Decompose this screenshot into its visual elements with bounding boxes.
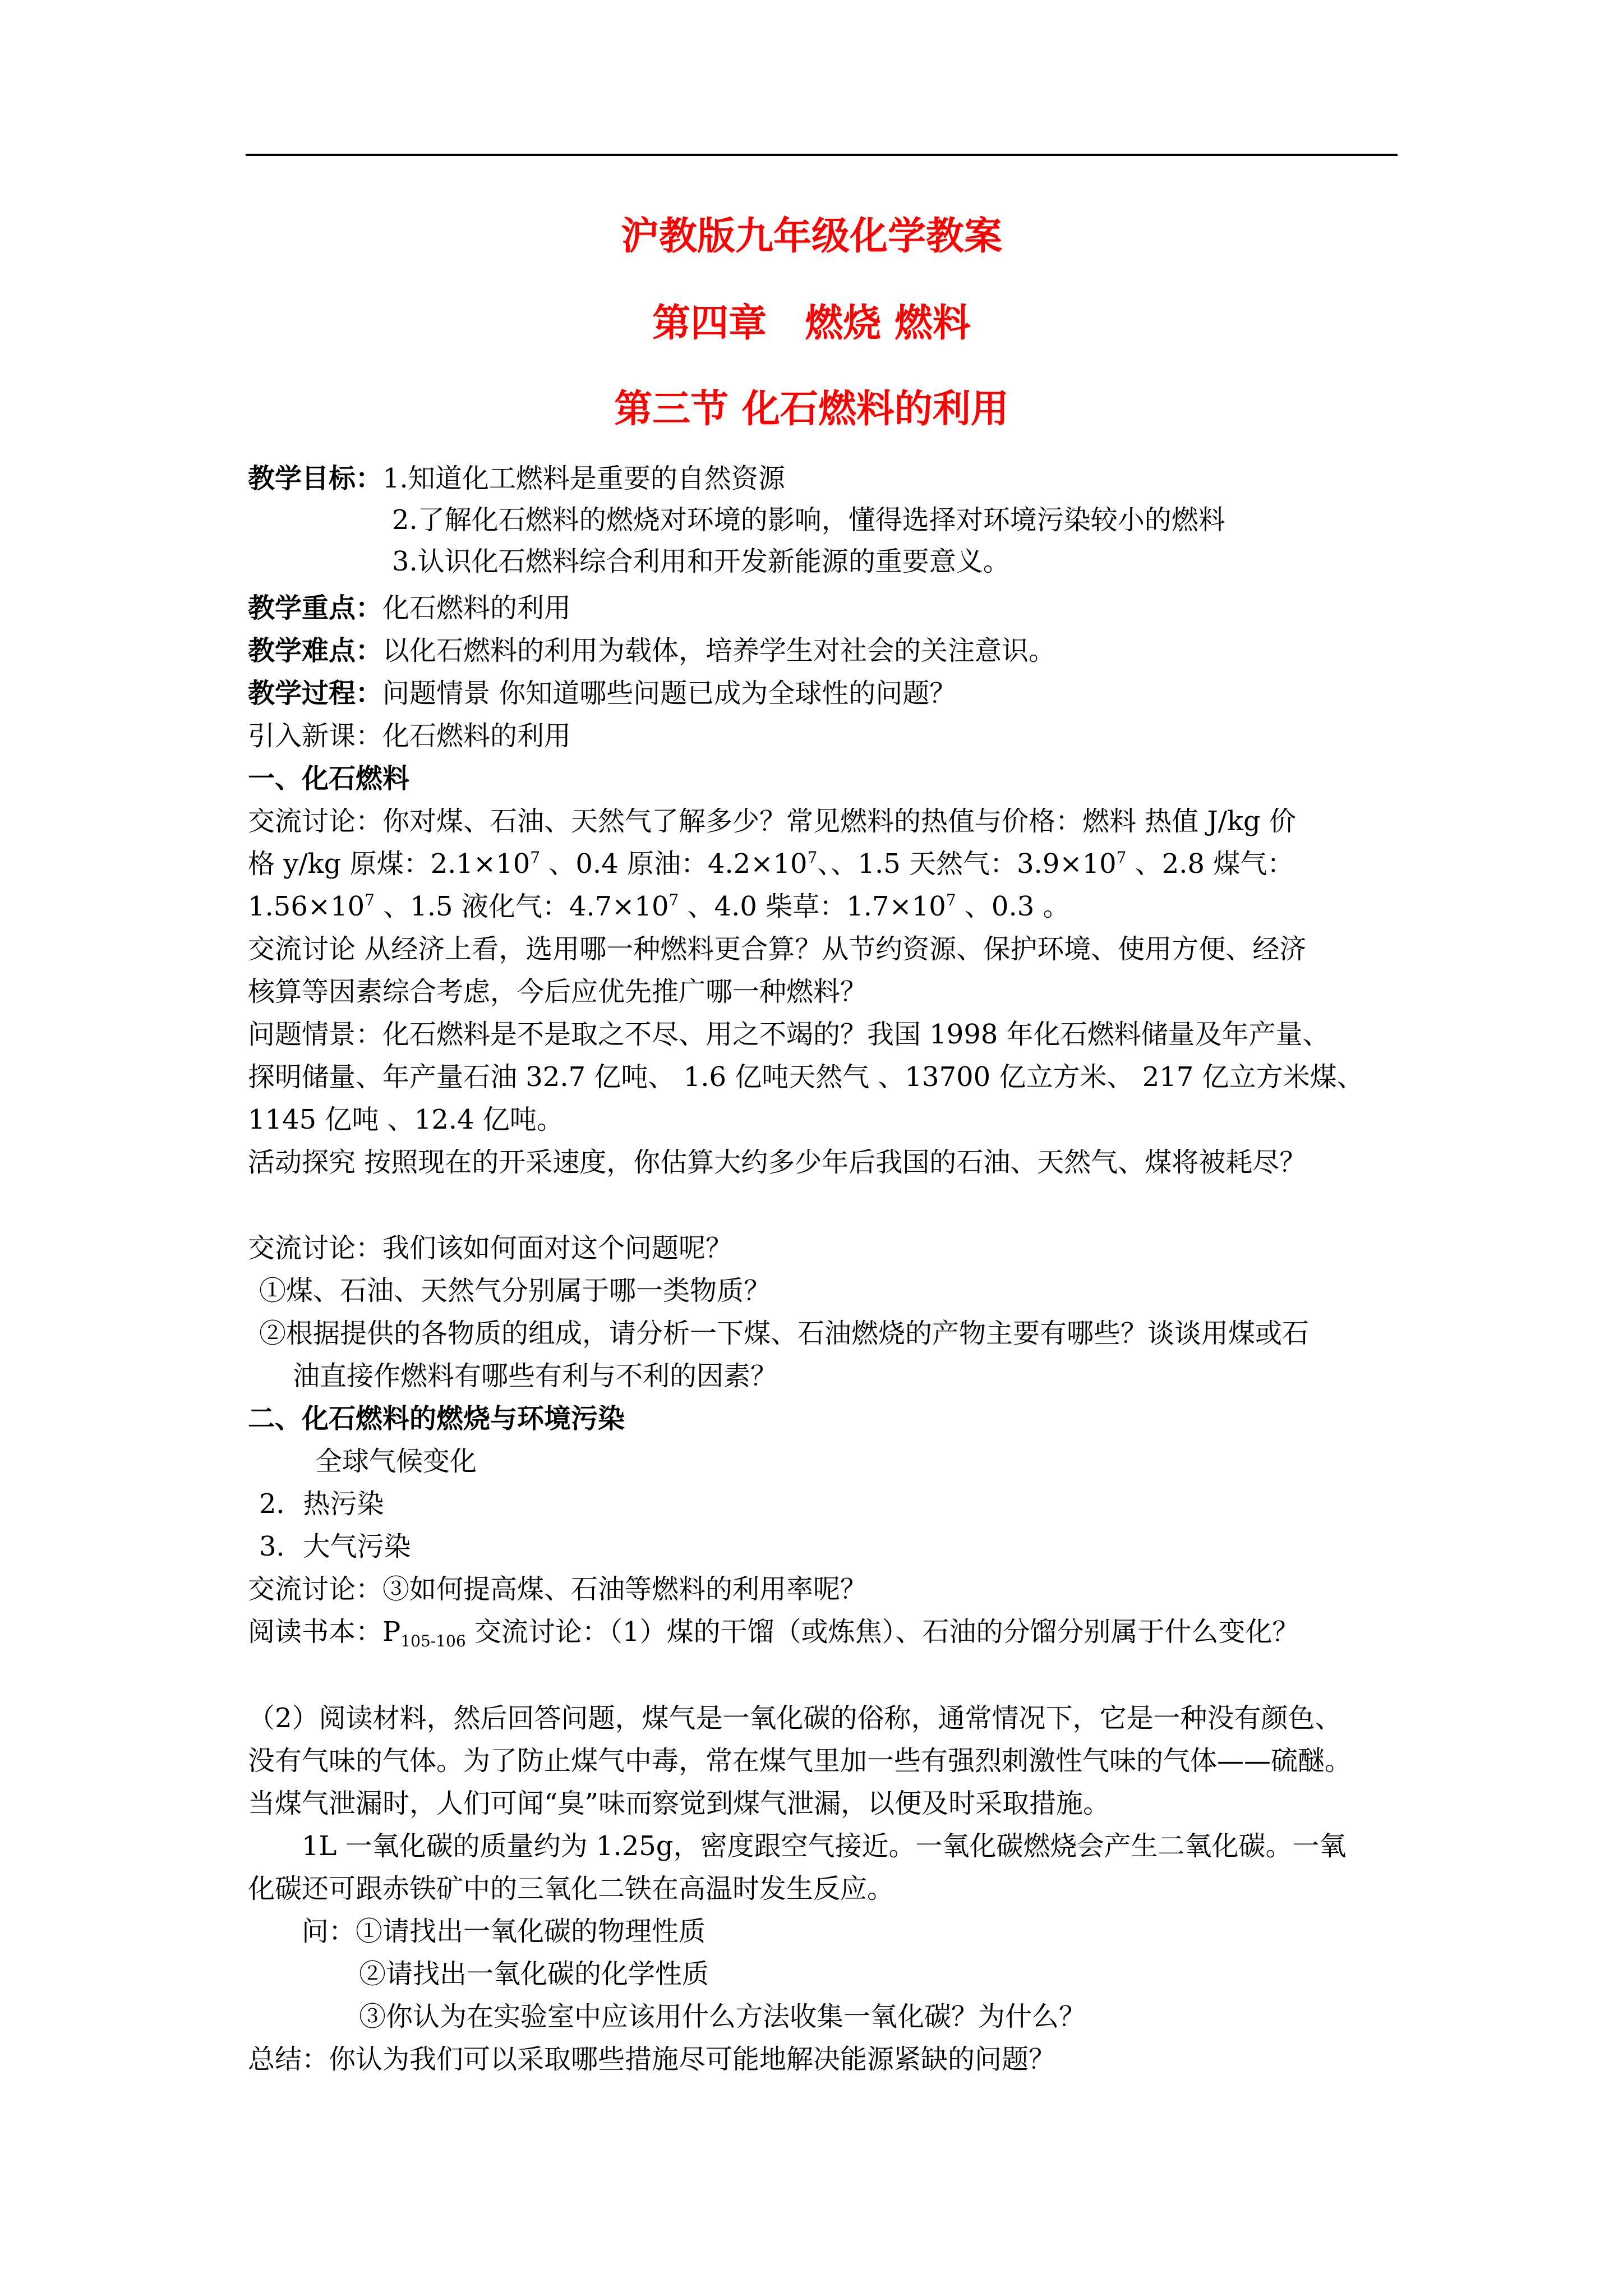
paragraph-line: 交流讨论：你对煤、石油、天然气了解多少？常见燃料的热值与价格：燃料 热值 J/kg 价 <box>248 806 1297 837</box>
list-item: 3．大气污染 <box>259 1531 411 1562</box>
difficulty-label: 教学难点： <box>248 635 383 666</box>
difficulty-line <box>248 634 1055 668</box>
paragraph-line: 活动探究 按照现在的开采速度，你估算大约多少年后我国的石油、天然气、煤将被耗尽？ <box>248 1147 1307 1178</box>
paragraph-line: 交流讨论：③如何提高煤、石油等燃料的利用率呢？ <box>248 1573 868 1605</box>
objective-item: 1.知道化工燃料是重要的自然资源 <box>382 463 785 494</box>
objectives-line-1 <box>248 462 785 495</box>
part1-heading: 一、化石燃料 <box>248 763 410 794</box>
section-title: 第三节 化石燃料的利用 <box>614 387 1009 431</box>
question-line: ②请找出一氧化碳的化学性质 <box>359 1958 709 1990</box>
paragraph-line: 当煤气泄漏时，人们可闻“臭”味而察觉到煤气泄漏，以便及时采取措施。 <box>248 1788 1110 1819</box>
paragraph-line: 化碳还可跟赤铁矿中的三氧化二铁在高温时发生反应。 <box>248 1873 895 1904</box>
paragraph-line: 阅读书本：$P_{105-106}$ 交流讨论：（1）煤的干馏（或炼焦）、石油的分馏分别属于什么变化？ <box>248 1616 1299 1650</box>
intro-label: 引入新课： <box>248 720 383 752</box>
paragraph-line: 没有气味的气体。为了防止煤气中毒，常在煤气里加一些有强烈刺激性气味的气体——硫醚。 <box>248 1745 1352 1777</box>
question-line: 油直接作燃料有哪些有利与不利的因素？ <box>293 1360 778 1392</box>
objective-item: 3.认识化石燃料综合利用和开发新能源的重要意义。 <box>392 546 1010 577</box>
difficulty-text: 以化石燃料的利用为载体，培养学生对社会的关注意识。 <box>382 635 1056 666</box>
question-line: ②根据提供的各物质的组成，请分析一下煤、石油燃烧的产物主要有哪些？谈谈用煤或石 <box>259 1318 1310 1349</box>
paragraph-line: 核算等因素综合考虑，今后应优先推广哪一种燃料？ <box>248 976 868 1007</box>
summary-line: 总结：你认为我们可以采取哪些措施尽可能地解决能源紧缺的问题？ <box>248 2044 1056 2075</box>
list-item: 2．热污染 <box>259 1488 384 1520</box>
question-line: ①煤、石油、天然气分别属于哪一类物质？ <box>259 1275 771 1306</box>
part2-heading: 二、化石燃料的燃烧与环境污染 <box>248 1403 625 1434</box>
header-rule <box>246 154 1398 156</box>
process-label: 教学过程： <box>248 678 383 709</box>
intro-text: 化石燃料的利用 <box>382 720 571 752</box>
key-point-label: 教学重点： <box>248 592 383 624</box>
objectives-label: 教学目标： <box>248 463 383 494</box>
chapter-title: 第四章 燃烧 燃料 <box>652 301 971 346</box>
question-line: ③你认为在实验室中应该用什么方法收集一氧化碳？为什么？ <box>359 2001 1086 2032</box>
paragraph-line: 探明储量、年产量石油 32.7 亿吨、 1.6 亿吨天然气 、13700 亿立方米、 217 亿立方米煤、 <box>248 1061 1364 1093</box>
objective-item: 2.了解化石燃料的燃烧对环境的影响，懂得选择对环境污染较小的燃料 <box>392 504 1225 536</box>
question-line: 问：①请找出一氧化碳的物理性质 <box>302 1916 706 1947</box>
paragraph-line: 格 y/kg 原煤：$2.1\times 10^7$ 、0.4 原油：$4.2\times 10^7$、、1.5 天然气：$3.9\times 10^7$ 、2.8 煤气： <box>248 848 1294 880</box>
paragraph-line: 交流讨论：我们该如何面对这个问题呢？ <box>248 1232 733 1264</box>
intro-line <box>248 719 571 753</box>
key-point-text: 化石燃料的利用 <box>382 592 571 624</box>
paragraph-line: （2）阅读材料，然后回答问题，煤气是一氧化碳的俗称，通常情况下，它是一种没有颜色、 <box>248 1703 1342 1734</box>
process-line <box>248 677 956 710</box>
document-title: 沪教版九年级化学教案 <box>620 214 1002 259</box>
list-item: 全球气候变化 <box>315 1446 477 1477</box>
paragraph-line: 1145 亿吨 、12.4 亿吨。 <box>248 1104 564 1135</box>
paragraph-line: $1.56\times 10^7$ 、1.5 液化气：$4.7\times 10^7$ 、4.0 柴草：$1.7\times 10^7$ 、0.3 。 <box>248 891 1070 922</box>
key-point-line <box>248 591 571 625</box>
paragraph-line: 问题情景：化石燃料是不是取之不尽、用之不竭的？我国 1998 年化石燃料储量及年产量、 <box>248 1019 1330 1050</box>
process-text: 问题情景 你知道哪些问题已成为全球性的问题？ <box>382 678 957 709</box>
paragraph-line: 交流讨论 从经济上看，选用哪一种燃料更合算？从节约资源、保护环境、使用方便、经济 <box>248 933 1307 965</box>
paragraph-line: 1L 一氧化碳的质量约为 1.25g，密度跟空气接近。一氧化碳燃烧会产生二氧化碳。一氧 <box>302 1830 1347 1862</box>
